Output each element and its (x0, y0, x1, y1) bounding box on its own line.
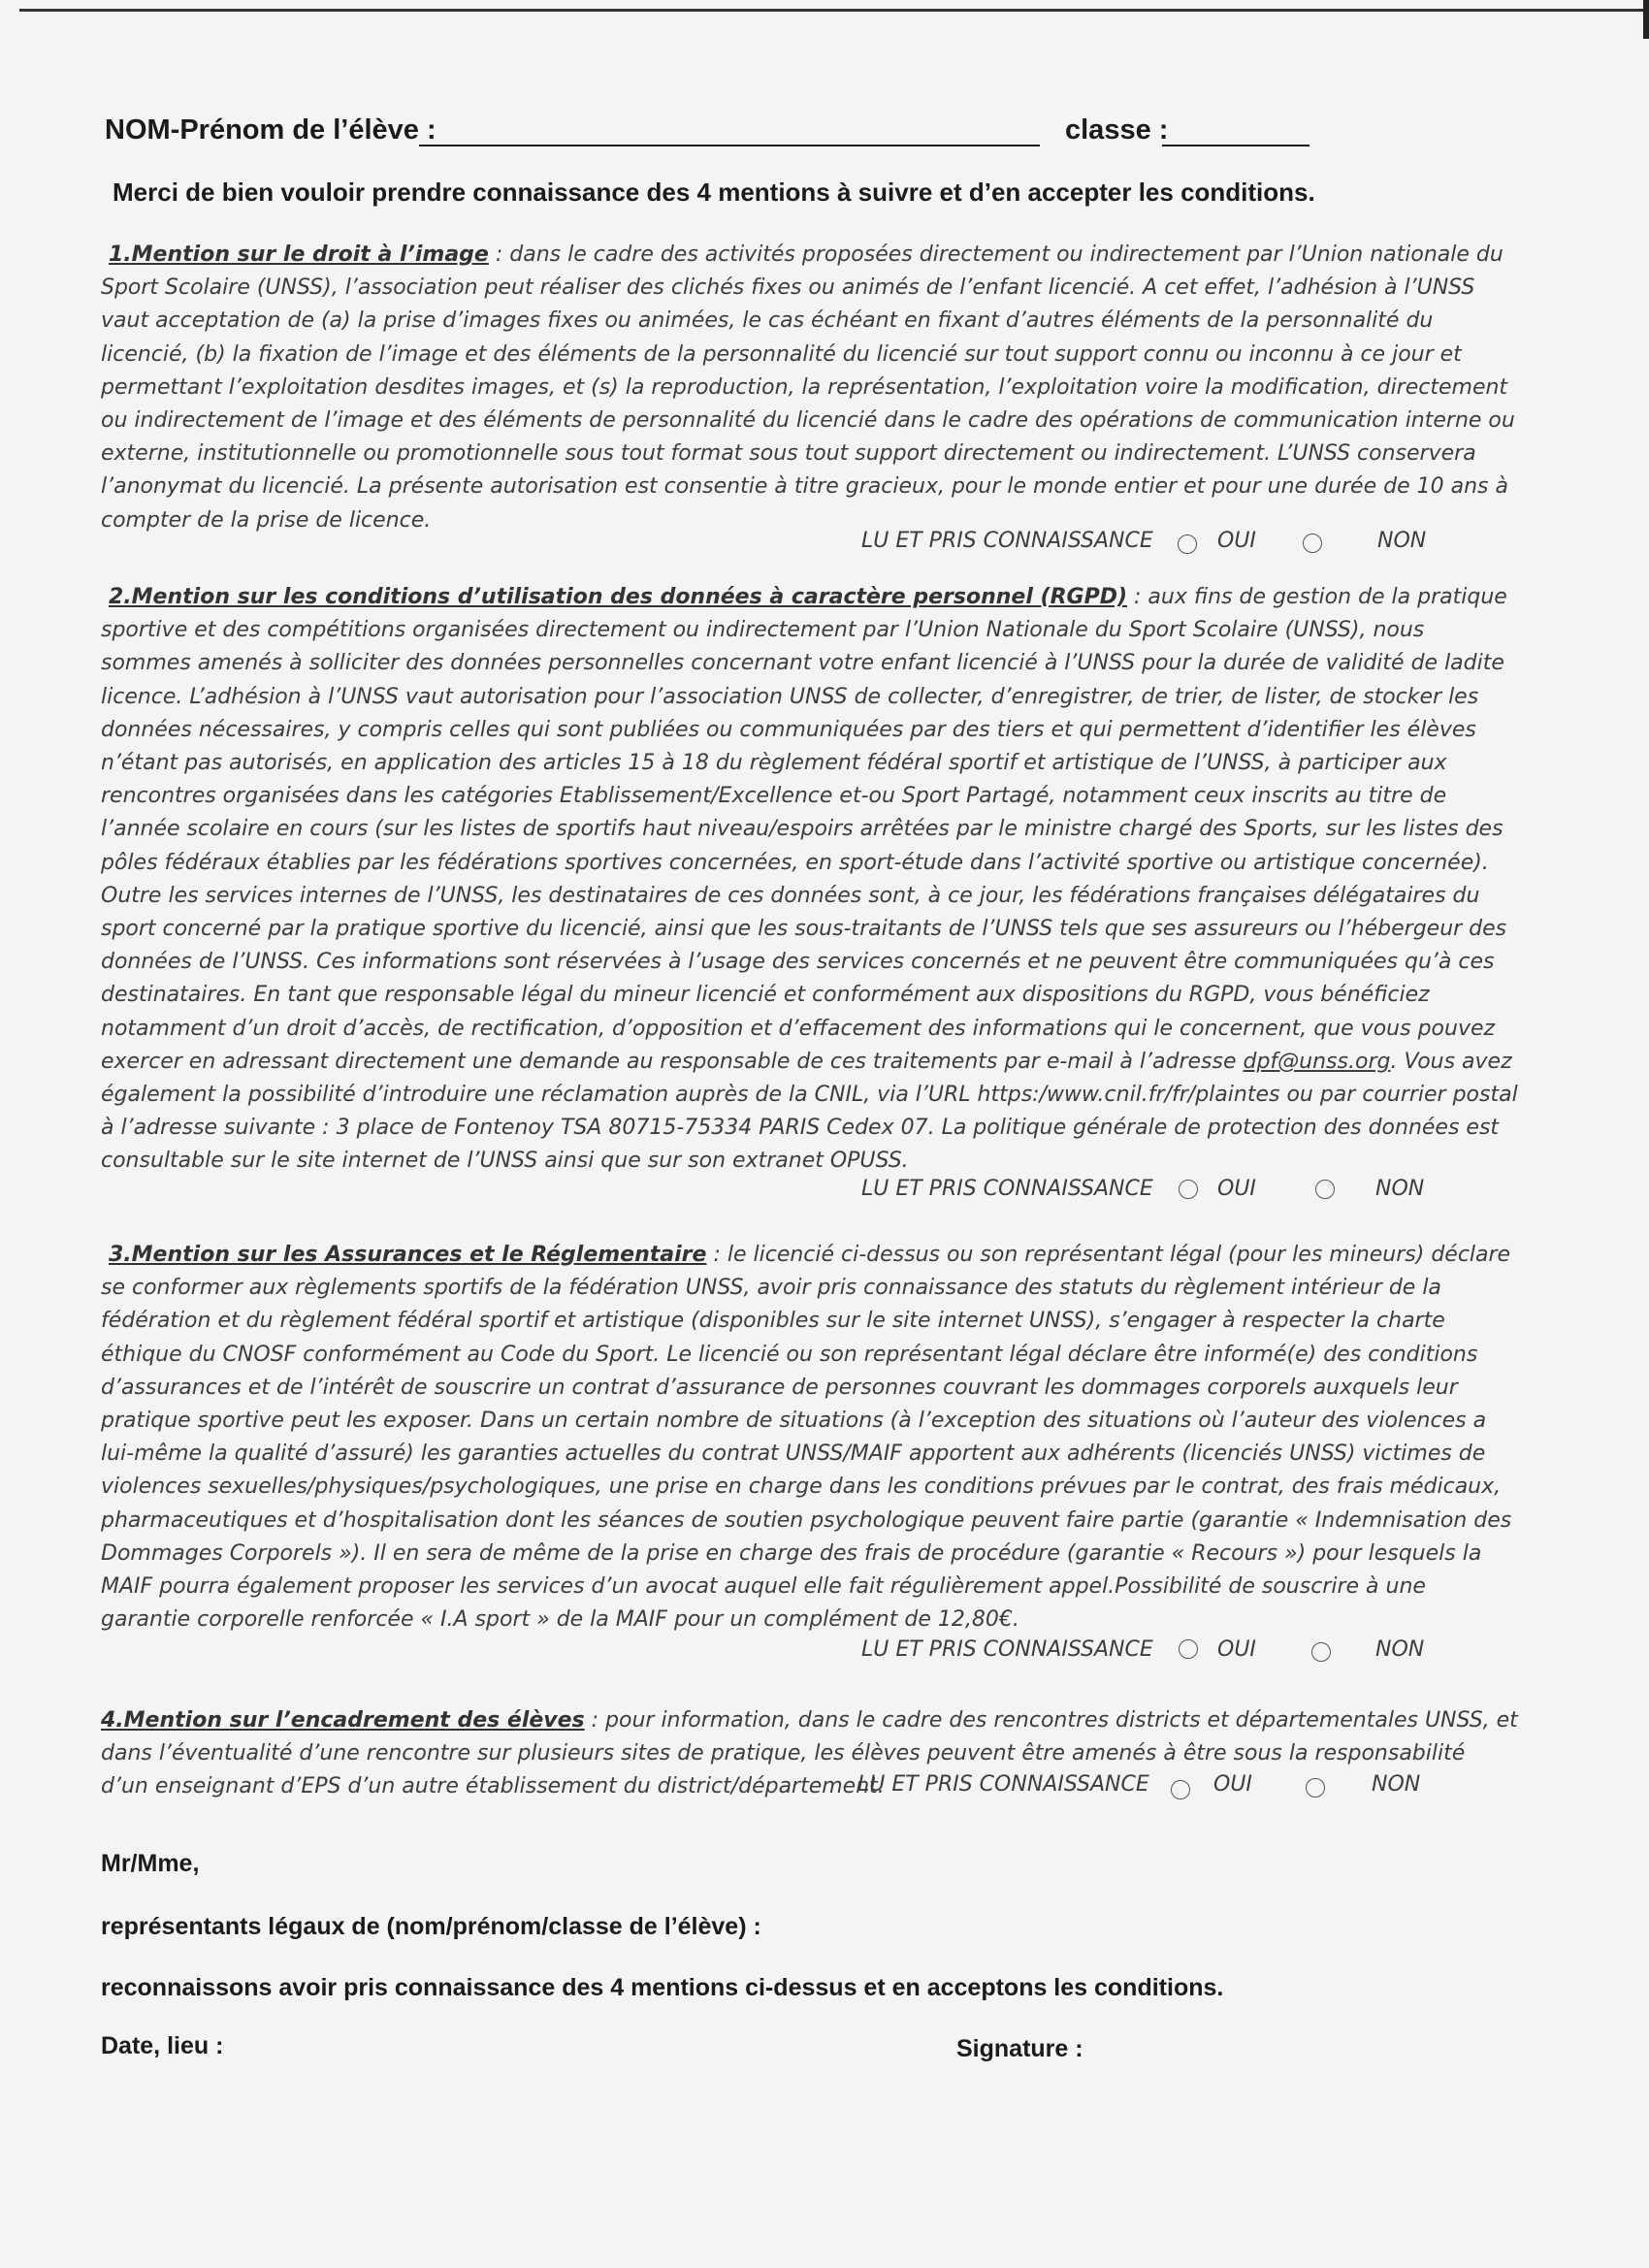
radio-yes-1[interactable] (1178, 535, 1197, 554)
date-place-label: Date, lieu : (101, 2032, 224, 2059)
mention-1-body: : dans le cadre des activités proposées directement ou indirectement par l’Union nationale du Sport Scolaire (UNSS), l’association peut réaliser des clichés fixes ou animés de l’enfant licencié. A cet effet, l’adhésion à l’UNSS vaut acceptation de (a) la prise d’images fixes ou animées, le cas échéant en fixant d’autres éléments de la personnalité du licencié, (b) la fixation de l’image et des éléments de la personnalité du licencié sur tout support connu ou inconnu à ce jour et permettant l’exploitation desdites images, et (s) la reproduction, la représentation, l’exploitation voire la modification, directement ou indirectement de l’image et des éléments de personnalité du licencié dans le cadre des opérations de communication interne ou externe, institutionnelle ou promotionnelle sous tout format sous tout support directement ou indirectement. L’UNSS conservera l’anonymat du licencié. La présente autorisation est consentie à titre gracieux, pour le monde entier et pour une durée de 10 ans à compter de la prise de licence. (101, 243, 1515, 533)
mention-2-body-end: . Vous avez également la possibilité d’introduire une réclamation auprès de la CNIL, via l’URL https:/www.cnil.fr/fr/plaintes ou par courrier postal à l’adresse suivante : 3 place de Fontenoy TSA 80715-75334 PARIS Cedex 07. La politique générale de protection des données est consultable sur le site internet de l’UNSS ainsi que sur son extranet OPUSS. (101, 1049, 1518, 1174)
radio-yes-3[interactable] (1179, 1639, 1198, 1659)
mention-4-title: 4.Mention sur l’encadrement des élèves (101, 1708, 585, 1733)
ack-label: LU ET PRIS CONNAISSANCE (857, 1772, 1149, 1797)
ack-label: LU ET PRIS CONNAISSANCE (861, 1637, 1153, 1662)
class-label: classe : (1065, 114, 1169, 146)
mention-2-title: 2.Mention sur les conditions d’utilisation des données à caractère personnel (RGPD) (109, 585, 1128, 609)
radio-no-1[interactable] (1303, 534, 1322, 553)
legal-representatives-label: représentants légaux de (nom/prénom/classe de l’élève) : (101, 1913, 761, 1940)
ack-label: LU ET PRIS CONNAISSANCE (861, 529, 1153, 553)
mention-1-title: 1.Mention sur le droit à l’image (109, 243, 489, 267)
no-label: NON (1375, 1177, 1425, 1201)
scan-edge-top (0, 0, 1649, 14)
student-name-line[interactable] (419, 145, 1040, 146)
mention-1 (101, 239, 1519, 537)
dpo-email-link[interactable]: dpf@unss.org (1243, 1049, 1391, 1074)
mention-3-title: 3.Mention sur les Assurances et le Réglementaire (109, 1243, 707, 1267)
mention-2-body: : aux fins de gestion de la pratique sportive et des compétitions organisées directement ou indirectement par l’Union Nationale du Sport Scolaire (UNSS), nous sommes amenés à solliciter des données personnelles concernant votre enfant licencié à l’UNSS pour la durée de validité de ladite licence. L’adhésion à l’UNSS vaut autorisation pour l’association UNSS de collecter, d’enregistrer, de trier, de lister, de stocker les données nécessaires, y compris celles qui sont publiées ou communiquées par des tiers et qui permettent d’identifier les élèves n’étant pas autorisés, en application des articles 15 à 18 du règlement fédéral sportif et artistique de l’UNSS, à participer aux rencontres organisées dans les catégories Etablissement/Excellence et-ou Sport Partagé, notamment ceux inscrits au titre de l’année scolaire en cours (sur les listes de sportifs haut niveau/espoirs arrêtées par le ministre chargé des Sports, sur les listes des pôles fédéraux établies par les fédérations sportives concernées, en sport-étude dans l’activité sportive ou artistique concernée). Outre les services internes de l’UNSS, les destinataires de ces données sont, à ce jour, les fédérations françaises délégataires du sport concerné par la pratique sportive du licencié, ainsi que les sous-traitants de l’UNSS tels que ses assureurs ou l’hébergeur des données de l’UNSS. Ces informations sont réservées à l’usage des services concernés et ne peuvent être communiquées qu’à ces destinataires. En tant que responsable légal du mineur licencié et conformément aux dispositions du RGPD, vous bénéficiez notamment d’un droit d’accès, de rectification, d’opposition et d’effacement des informations qui le concernent, que vous pouvez exercer en adressant directement une demande au responsable de ces traitements par e-mail à l’adresse (101, 585, 1507, 1074)
yes-label: OUI (1217, 1177, 1256, 1201)
mention-3-body: : le licencié ci-dessus ou son représentant légal (pour les mineurs) déclare se conformer aux règlements sportifs de la fédération UNSS, avoir pris connaissance des statuts du règlement intérieur de la fédération et du règlement fédéral sportif et artistique (disponibles sur le site internet UNSS), s’engager à respecter la charte éthique du CNOSF conformément au Code du Sport. Le licencié ou son représentant légal déclare être informé(e) des conditions d’assurances et de l’intérêt de souscrire un contrat d’assurance de personnes couvrant les dommages corporels auxquels leur pratique sportive peut les exposer. Dans un certain nombre de situations (à l’exception des situations où l’auteur des violences a lui-même la qualité d’assuré) les garanties actuelles du contrat UNSS/MAIF apportent aux adhérents (licenciés UNSS) victimes de violences sexuelles/physiques/psychologiques, une prise en charge dans les conditions prévues par le contrat, des frais médicaux, pharmaceutiques et d’hospitalisation dont les séances de soutien psychologique peuvent faire partie (garantie « Indemnisation des Dommages Corporels »). Il en sera de même de la prise en charge des frais de procédure (garantie « Recours ») pour lesquels la MAIF pourra également proposer les services d’un avocat auquel elle fait régulièrement appel.Possibilité de souscrire à une garantie corporelle renforcée « I.A sport » de la MAIF pour un complément de 12,80€. (101, 1243, 1512, 1633)
no-label: NON (1372, 1772, 1421, 1797)
mention-4-body: : pour information, dans le cadre des rencontres districts et départementales UNSS, et dans l’éventualité d’une rencontre sur plusieurs sites de pratique, les élèves peuvent être amenés à être sous la responsabilité d’un enseignant d’EPS d’un autre établissement du district/département. (101, 1708, 1518, 1799)
mention-2 (101, 581, 1519, 1179)
signature-label: Signature : (956, 2035, 1083, 2062)
radio-yes-4[interactable] (1171, 1780, 1190, 1799)
mention-3 (101, 1239, 1519, 1636)
no-label: NON (1375, 1637, 1425, 1662)
ack-label: LU ET PRIS CONNAISSANCE (861, 1177, 1153, 1201)
student-name-label: NOM-Prénom de l’élève : (105, 114, 436, 146)
yes-label: OUI (1217, 1637, 1256, 1662)
acknowledgement-statement: reconnaissons avoir pris connaissance des 4 mentions ci-dessus et en acceptons les conditions. (101, 1974, 1224, 2001)
radio-no-2[interactable] (1315, 1180, 1335, 1199)
class-line[interactable] (1162, 145, 1310, 146)
no-label: NON (1377, 529, 1427, 553)
scan-edge-right (1643, 0, 1649, 39)
radio-no-3[interactable] (1311, 1642, 1331, 1662)
radio-no-4[interactable] (1306, 1778, 1325, 1798)
yes-label: OUI (1217, 529, 1256, 553)
radio-yes-2[interactable] (1179, 1180, 1198, 1199)
intro-text: Merci de bien vouloir prendre connaissance des 4 mentions à suivre et d’en accepter les conditions. (113, 178, 1315, 207)
yes-label: OUI (1213, 1772, 1252, 1797)
salutation: Mr/Mme, (101, 1850, 200, 1877)
